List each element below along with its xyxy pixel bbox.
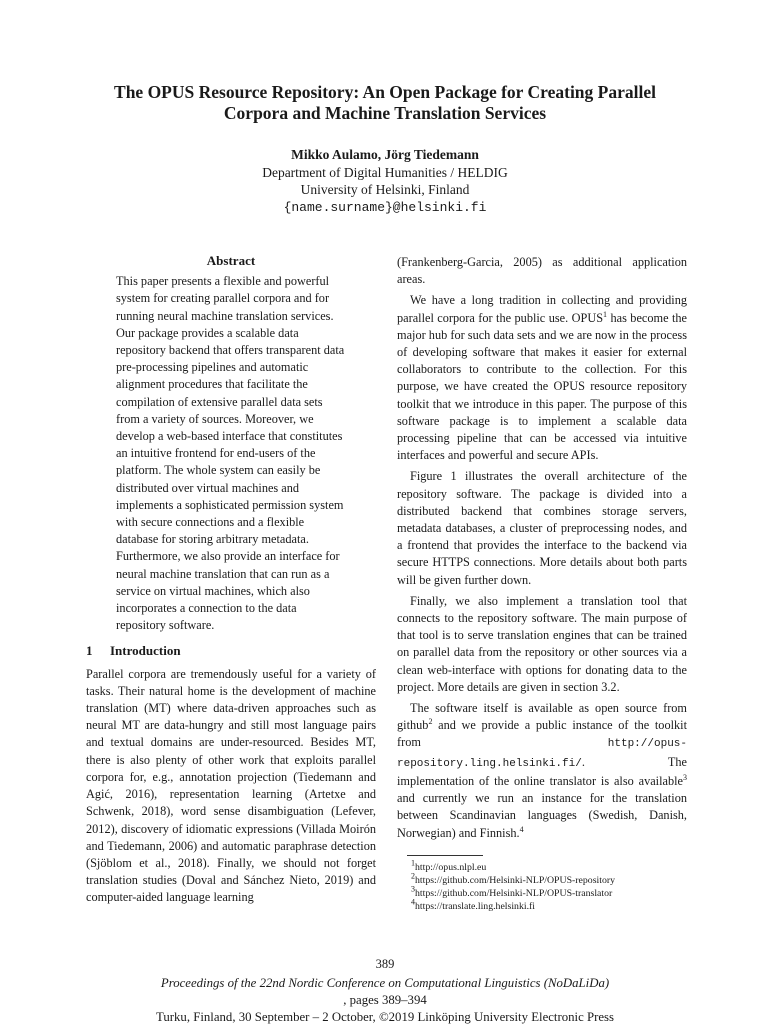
- section-heading-introduction: [86, 642, 376, 659]
- footnote-ref-2[interactable]: 2: [428, 717, 433, 727]
- intro-paragraph-1: Parallel corpora are tremendously useful for a variety of tasks. Their natural home is the development of machine translation (MT) where data-driven approaches such as neural MT are data-hungry and still most language pairs and textual domains are under-resourced. Besides MT, there is also plenty of other work that exploits parallel corpora for, e.g., annotation projection (Tiedemann and Agić, 2016), representation learning (Artetxe and Schwenk, 2018), word sense disambiguation (Lefever, 2012), discovery of idiomatic expressions (Villada Moirón and Tiedemann, 2006) and automatic paraphrase detection (Sjöblom et al., 2018). Finally, we should not forget translation studies (Doval and Sánchez Nieto, 2019) and computer-aided language learning: [86, 666, 376, 905]
- footnote-mark: 1: [411, 858, 415, 868]
- abstract-text: This paper presents a flexible and powerful system for creating parallel corpora and for running neural machine translation services. Our package provides a scalable data repository backend that offers transparent data pre-processing pipelines and automatic alignment procedures that facilitate the compilation of extensive parallel data sets from a variety of sources. Moreover, we develop a web-based interface that constitutes an intuitive frontend for end-users of the platform. The whole system can easily be distributed over virtual machines and implements a sophisticated permission system with secure connections and a flexible database for storing arbitrary metadata. Furthermore, we also provide an interface for neural machine translation that can run as a service on virtual machines, which also incorporates a connection to the data repository software.: [116, 274, 345, 633]
- footnote-ref-3[interactable]: 3: [683, 772, 687, 782]
- footnote-1: [411, 858, 687, 874]
- right-column: [397, 254, 687, 913]
- author-university: University of Helsinki, Finland: [300, 182, 470, 197]
- proceedings-line-1: [0, 975, 770, 1009]
- proceedings-venue: Proceedings of the 22nd Nordic Conference on Computational Linguistics (NoDaLiDa): [160, 976, 610, 990]
- footnote-link[interactable]: http://opus.nlpl.eu: [415, 861, 487, 873]
- right-paragraph-5: [397, 700, 687, 842]
- right-paragraph-1: (Frankenberg-Garcia, 2005) as additional application areas.: [397, 255, 687, 287]
- p2-text-a: We have a long tradition in collecting and providing parallel corpora for the public use. OPUS: [397, 293, 687, 325]
- p5-text-c: . The implementation of the online translator is also available: [397, 754, 687, 788]
- abstract-heading: Abstract: [206, 253, 256, 268]
- footnote-2: [411, 871, 687, 887]
- p5-text-a: The software itself is available as open source from github: [397, 701, 687, 733]
- footnote-link[interactable]: https://github.com/Helsinki-NLP/OPUS-repository: [415, 874, 616, 886]
- footnote-ref-4[interactable]: 4: [519, 824, 524, 834]
- p5-text-b: and we provide a public instance of the toolkit from: [397, 718, 687, 750]
- author-department: Department of Digital Humanities / HELDIG: [262, 164, 508, 180]
- footnote-divider: [407, 855, 483, 856]
- proceedings-location: Turku, Finland, 30 September – 2 October, ©2019 Linköping University Electronic Press: [156, 1010, 614, 1024]
- author-block: [110, 146, 660, 216]
- right-paragraph-3: Figure 1 illustrates the overall architecture of the repository software. The package is divided into a distributed backend that combines storage servers, metadata databases, a cluster of preprocessing nodes, and a frontend that provides the interface to the backend via secure HTTPS connections. More details about both parts will be given further down.: [397, 469, 687, 587]
- footnote-link[interactable]: https://github.com/Helsinki-NLP/OPUS-translator: [415, 887, 613, 899]
- paper-title: [60, 82, 710, 124]
- left-column: [86, 252, 376, 907]
- p5-text-d: and currently we run an instance for the translation between Scandinavian languages (Swedish, Danish, Norwegian) and Finnish.: [397, 791, 687, 840]
- right-paragraph-4: Finally, we also implement a translation tool that connects to the repository software. The main purpose of that tool is to serve translation engines that can be trained on parallel data from the repository or other sources via a clean web-interface with options for donating data to the project. More details are given in section 3.2.: [397, 593, 687, 694]
- section-title: Introduction: [110, 643, 181, 659]
- title-line-1: The OPUS Resource Repository: An Open Package for Creating Parallel: [114, 82, 656, 102]
- footnote-mark: 2: [411, 871, 415, 881]
- proceedings-pages: , pages 389–394: [343, 993, 427, 1007]
- author-email: {name.surname}@helsinki.fi: [283, 199, 487, 215]
- footnote-mark: 4: [411, 897, 415, 907]
- right-paragraph-2: [397, 292, 687, 464]
- footnote-3: [411, 884, 687, 900]
- title-line-2: Corpora and Machine Translation Services: [223, 103, 547, 123]
- p2-text-b: has become the major hub for such data sets and we are now in the process of developing software that makes it easier for external collaborators to contribute to the collection. For this purpose, we have created the OPUS resource repository toolkit that we introduce in this paper. The purpose of this software package is to implement a scalable data processing pipeline that can be accessed via intuitive interfaces and powerful and secure APIs.: [397, 310, 688, 463]
- footnote-mark: 3: [411, 884, 415, 894]
- footnote-link[interactable]: https://translate.ling.helsinki.fi: [415, 900, 535, 912]
- page-number: 389: [375, 957, 395, 971]
- author-names: Mikko Aulamo, Jörg Tiedemann: [291, 147, 479, 162]
- section-number: 1: [86, 643, 93, 659]
- proceedings-footer: [0, 975, 770, 1026]
- repository-url-link[interactable]: http://opus-repository.ling.helsinki.fi/: [397, 738, 687, 770]
- footnote-4: [411, 897, 687, 913]
- footnote-ref-1[interactable]: 1: [603, 309, 608, 319]
- footnotes: [397, 858, 687, 913]
